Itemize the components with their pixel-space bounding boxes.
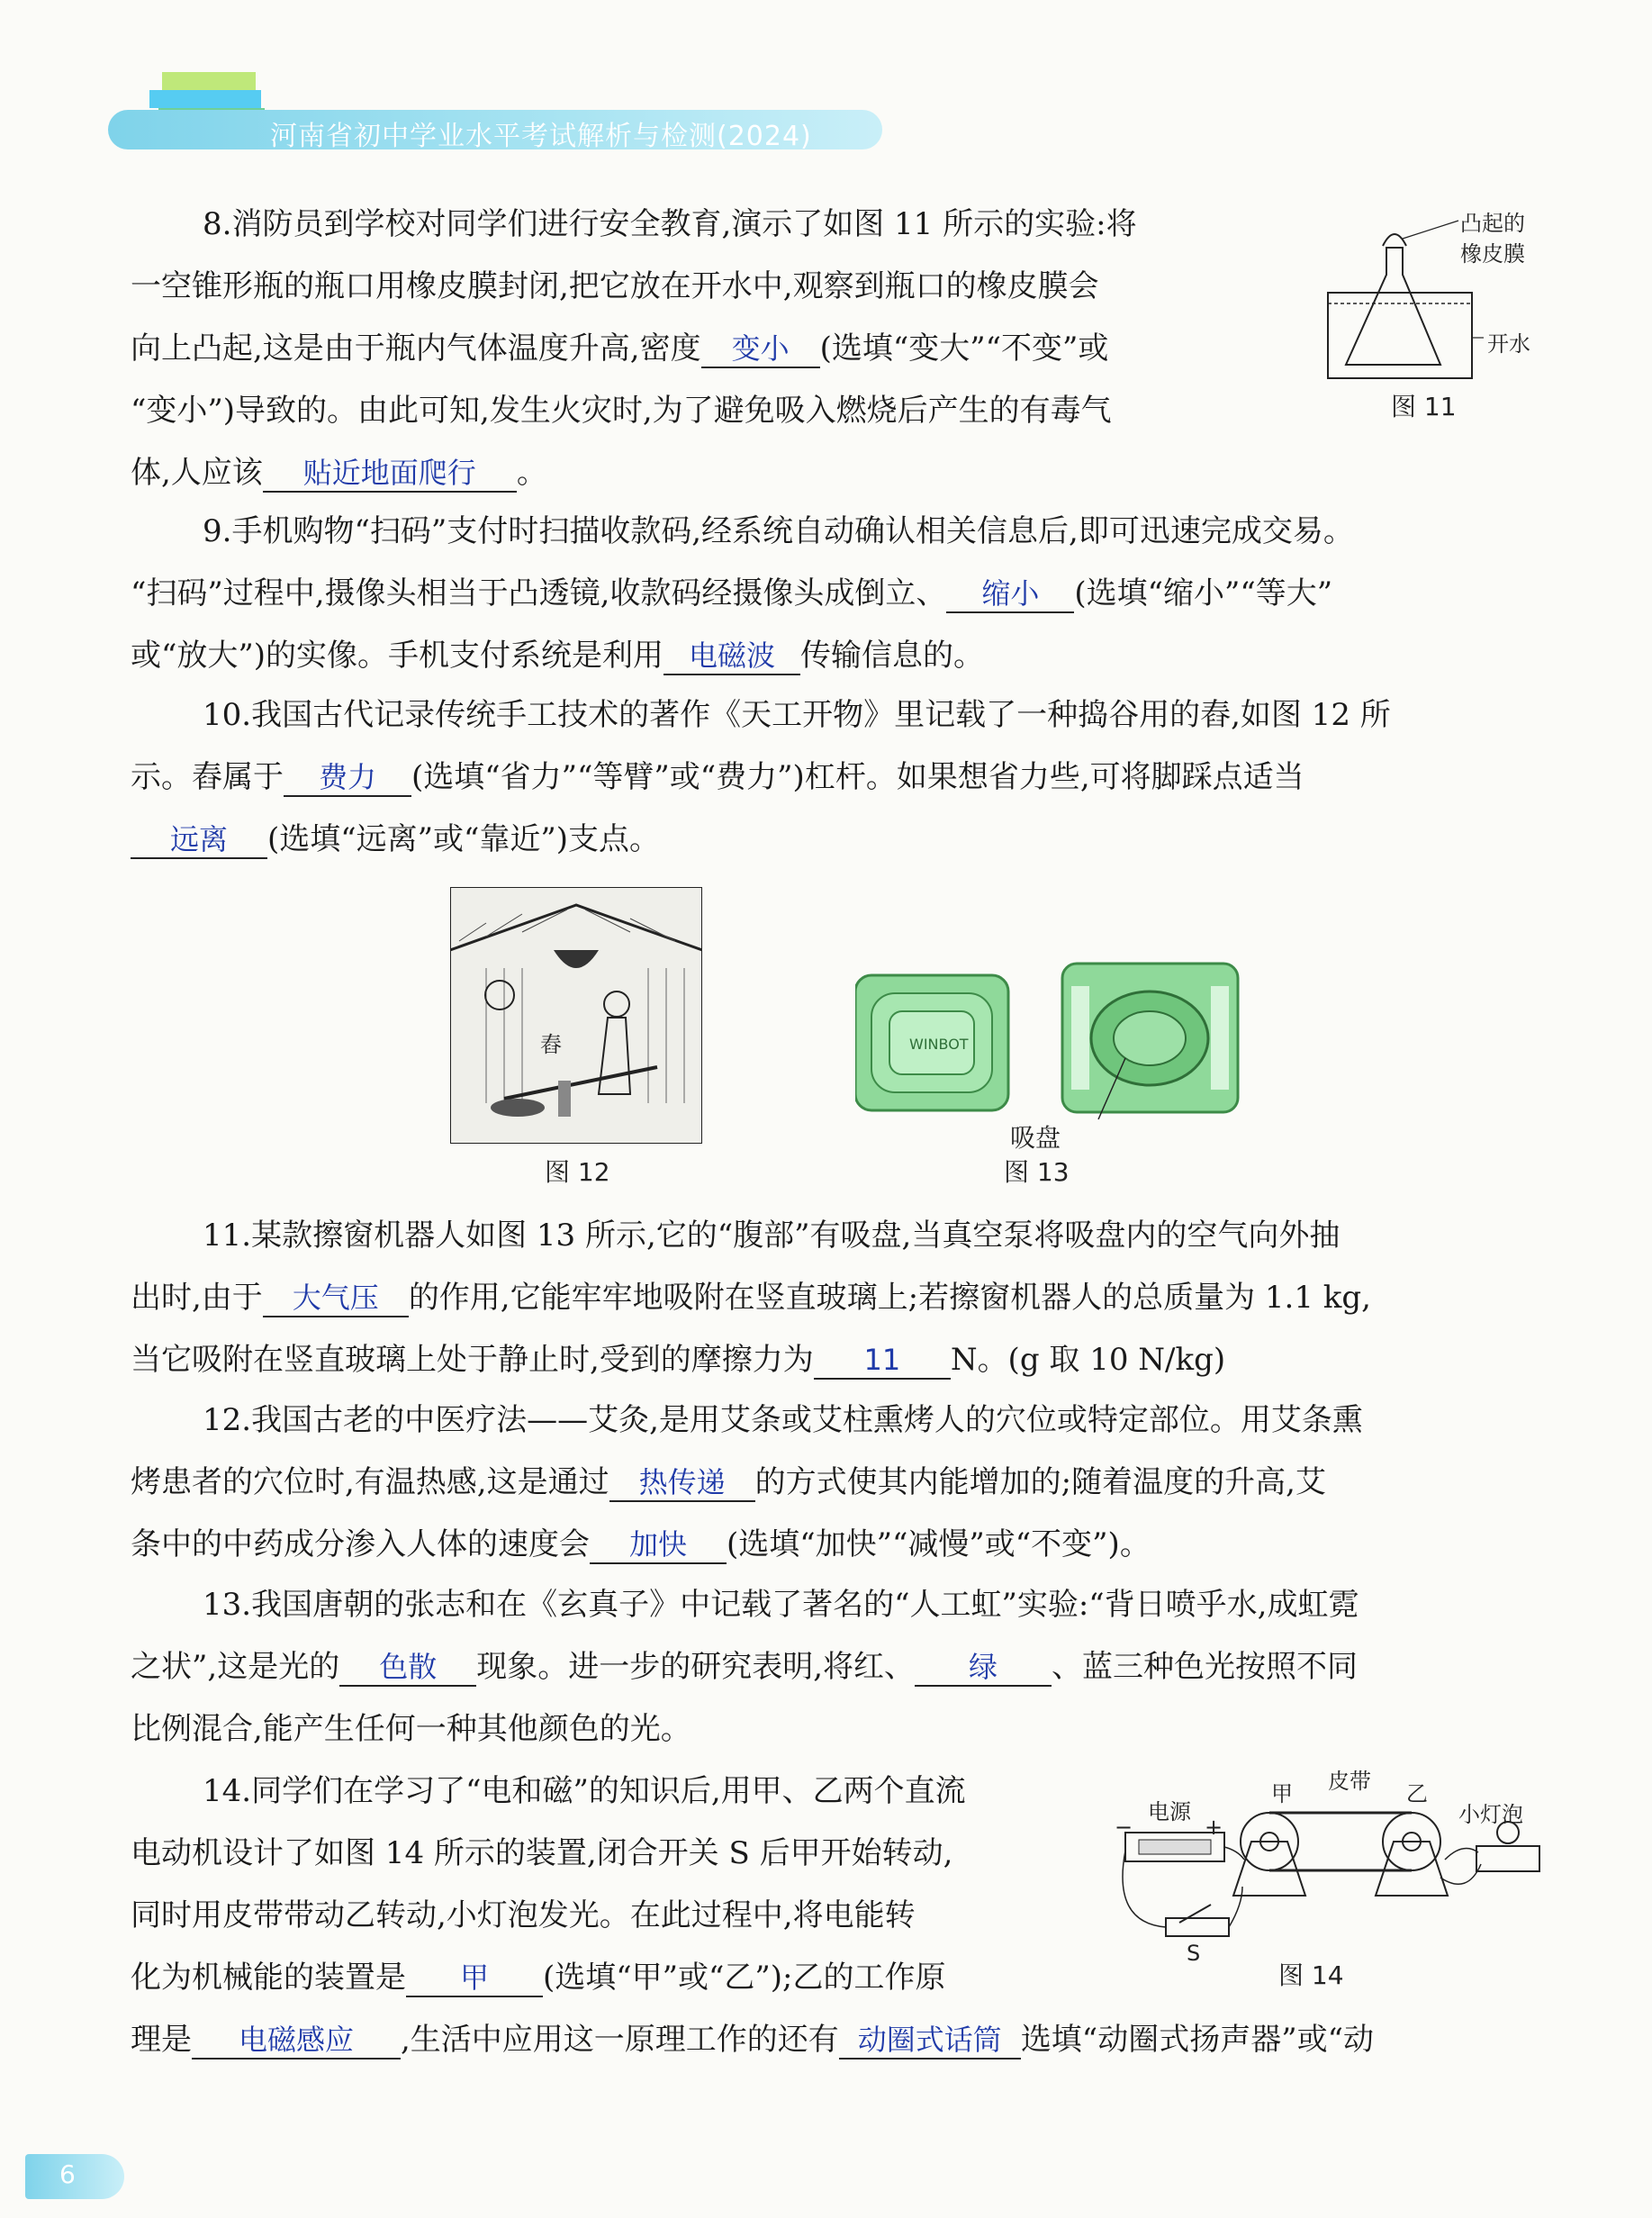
fig14-switch-label: S — [1187, 1941, 1201, 1966]
q12-line2b: 的方式使其内能增加的;随着温度的升高,艾 — [754, 1464, 1326, 1500]
q14-line2: 电动机设计了如图 14 所示的装置,闭合开关 S 后甲开始转动, — [131, 1835, 953, 1871]
q8-line3b: (选填“变大”“不变”或 — [819, 330, 1109, 367]
header-title: 河南省初中学业水平考试解析与检测(2024) — [270, 121, 812, 152]
question-11 — [131, 1205, 1548, 1391]
q14-line4b: (选填“甲”或“乙”);乙的工作原 — [543, 1960, 946, 1996]
q12-line2a: 烤患者的穴位时,有温热感,这是通过 — [131, 1464, 609, 1500]
fig14-bulb-label: 小灯泡 — [1458, 1802, 1523, 1827]
question-14-last-line — [131, 2009, 1548, 2071]
q13-line1: 13.我国唐朝的张志和在《玄真子》中记载了著名的“人工虹”实验:“背日喷乎水,成虹霓 — [203, 1587, 1359, 1623]
fig11-label-water: 开水 — [1487, 331, 1530, 357]
question-8 — [131, 194, 1301, 504]
q8-line3a: 向上凸起,这是由于瓶内气体温度升高,密度 — [131, 330, 701, 367]
q13-line2a: 之状”,这是光的 — [131, 1649, 340, 1685]
q12-line1: 12.我国古老的中医疗法——艾灸,是用艾条或艾柱熏烤人的穴位或特定部位。用艾条熏 — [203, 1402, 1363, 1438]
page-number-tab — [25, 2154, 124, 2199]
q11-answer-1[interactable]: 大气压 — [263, 1280, 409, 1317]
fig14-belt-label: 皮带 — [1328, 1769, 1371, 1794]
fig14-jia-label: 甲 — [1271, 1781, 1293, 1806]
question-14 — [131, 1761, 1080, 2009]
q9-line2b: (选填“缩小”“等大” — [1074, 575, 1333, 611]
q8-line2: 一空锥形瓶的瓶口用橡皮膜封闭,把它放在开水中,观察到瓶口的橡皮膜会 — [131, 268, 1099, 304]
q8-line5a: 体,人应该 — [131, 455, 263, 491]
q14-answer-3[interactable]: 动圈式话筒 — [839, 2022, 1021, 2060]
q9-line3a: 或“放大”)的实像。手机支付系统是利用 — [131, 638, 664, 674]
fig11-caption: 图 11 — [1391, 392, 1457, 421]
fig13-brand: WINBOT — [909, 1036, 969, 1053]
q11-line2a: 出时,由于 — [131, 1280, 263, 1316]
q10-line2a: 示。舂属于 — [131, 759, 284, 795]
fig14-yi-label: 乙 — [1406, 1781, 1428, 1806]
fig11-label-line2: 橡皮膜 — [1460, 241, 1525, 267]
q8-line4: “变小”)导致的。由此可知,发生火灾时,为了避免吸入燃烧后产生的有毒气 — [131, 393, 1112, 429]
q8-answer-1[interactable]: 变小 — [701, 330, 820, 368]
q11-line3b: N。(g 取 10 N/kg) — [950, 1342, 1226, 1378]
question-13 — [131, 1574, 1548, 1761]
page-number: 6 — [59, 2159, 76, 2189]
question-12 — [131, 1390, 1548, 1576]
q12-line3a: 条中的中药成分渗入人体的速度会 — [131, 1526, 590, 1562]
fig13-caption: 图 13 — [1004, 1157, 1070, 1187]
fig14-minus: − — [1115, 1815, 1133, 1840]
q13-answer-1[interactable]: 色散 — [339, 1649, 476, 1687]
q13-line3: 比例混合,能产生任何一种其他颜色的光。 — [131, 1711, 691, 1747]
q9-line3b: 传输信息的。 — [800, 638, 985, 674]
fig14-power-label: 电源 — [1148, 1799, 1191, 1824]
q14-answer-2[interactable]: 电磁感应 — [192, 2022, 401, 2060]
q14-line3: 同时用皮带带动乙转动,小灯泡发光。在此过程中,将电能转 — [131, 1897, 916, 1933]
q13-line2b: 现象。进一步的研究表明,将红、 — [476, 1649, 916, 1685]
q14-line1: 14.同学们在学习了“电和磁”的知识后,用甲、乙两个直流 — [203, 1773, 966, 1809]
question-10 — [131, 684, 1548, 871]
fig14-caption: 图 14 — [1278, 1960, 1344, 1990]
figure-12-illustration — [450, 887, 702, 1144]
q9-answer-2[interactable]: 电磁波 — [664, 638, 800, 675]
q11-line3a: 当它吸附在竖直玻璃上处于静止时,受到的摩擦力为 — [131, 1342, 814, 1378]
q12-answer-1[interactable]: 热传递 — [609, 1464, 755, 1502]
q9-line1: 9.手机购物“扫码”支付时扫描收款码,经系统自动确认相关信息后,即可迅速完成交易。 — [203, 513, 1354, 549]
fig12-label: 舂 — [540, 1032, 562, 1057]
q8-answer-2[interactable]: 贴近地面爬行 — [263, 455, 517, 493]
q10-answer-1[interactable]: 费力 — [284, 759, 411, 797]
page-header — [108, 63, 882, 162]
q9-answer-1[interactable]: 缩小 — [946, 575, 1074, 613]
q14-answer-1[interactable]: 甲 — [406, 1960, 543, 1997]
fig12-caption: 图 12 — [545, 1157, 610, 1187]
q14-line4a: 化为机械能的装置是 — [131, 1960, 406, 1996]
q13-answer-2[interactable]: 绿 — [915, 1649, 1052, 1687]
q11-line1: 11.某款擦窗机器人如图 13 所示,它的“腹部”有吸盘,当真空泵将吸盘内的空气向外抽 — [203, 1218, 1341, 1254]
q8-line1: 8.消防员到学校对同学们进行安全教育,演示了如图 11 所示的实验:将 — [203, 206, 1137, 242]
question-9 — [131, 501, 1548, 687]
q14-line5b: ,生活中应用这一原理工作的还有 — [401, 2022, 839, 2058]
q14-line5a: 理是 — [131, 2022, 192, 2058]
q11-answer-2[interactable]: 11 — [814, 1342, 951, 1380]
q10-answer-2[interactable]: 远离 — [131, 821, 267, 859]
q14-line5c: 选填“动圈式扬声器”或“动 — [1020, 2022, 1374, 2058]
q9-line2a: “扫码”过程中,摄像头相当于凸透镜,收款码经摄像头成倒立、 — [131, 575, 947, 611]
q12-answer-2[interactable]: 加快 — [590, 1526, 727, 1564]
q13-line2c: 、蓝三种色光按照不同 — [1052, 1649, 1359, 1685]
fig14-plus: + — [1205, 1815, 1223, 1840]
q10-line3b: (选填“远离”或“靠近”)支点。 — [267, 821, 661, 857]
q8-line5b: 。 — [516, 455, 547, 491]
fig11-label-line1: 凸起的 — [1460, 211, 1525, 236]
fig13-label: 吸盘 — [1010, 1123, 1061, 1153]
q12-line3b: (选填“加快”“减慢”或“不变”)。 — [727, 1526, 1151, 1562]
q11-line2b: 的作用,它能牢牢地吸附在竖直玻璃上;若擦窗机器人的总质量为 1.1 kg, — [408, 1280, 1371, 1316]
q10-line1: 10.我国古代记录传统手工技术的著作《天工开物》里记载了一种捣谷用的舂,如图 12 所 — [203, 697, 1391, 733]
q10-line2b: (选填“省力”“等臂”或“费力”)杠杆。如果想省力些,可将脚踩点适当 — [411, 759, 1304, 795]
